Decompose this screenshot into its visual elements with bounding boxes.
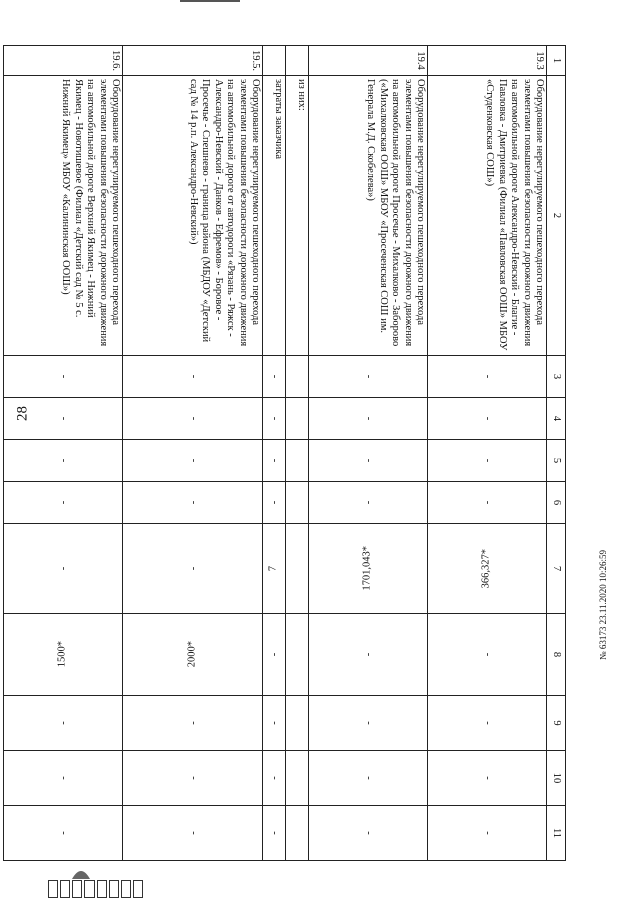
table-row <box>286 46 309 861</box>
value-text: 1701,043* <box>361 546 373 591</box>
value-cell: - <box>428 614 547 696</box>
stamp-cell <box>133 880 143 898</box>
value-cell <box>263 524 286 614</box>
value-cell: - <box>309 482 428 524</box>
table-row <box>4 46 123 861</box>
stamp-cell <box>97 880 107 898</box>
value-cell <box>286 751 309 806</box>
value-cell: - <box>263 614 286 696</box>
value-cell: - <box>309 696 428 751</box>
value-cell: - <box>123 440 263 482</box>
stamp-cell <box>109 880 119 898</box>
page-number: 28 <box>14 406 31 421</box>
header-cell: 4 <box>547 398 566 440</box>
row-description: Оборудование нерегулируемого пешеходного перехода элементами повышения безопасности дорожного движения на автомобильной дороге Верхний Якимец - Нижний Якимец - Новотишевое (Филиал «Детский сад № 5 с. Нижний Якимец» МБОУ «Калининская ООШ») <box>4 76 123 356</box>
header-cell: 2 <box>547 76 566 356</box>
value-cell: - <box>428 440 547 482</box>
value-cell: - <box>4 696 123 751</box>
header-cell: 7 <box>547 524 566 614</box>
value-cell <box>309 524 428 614</box>
rotated-table-wrapper <box>46 45 566 860</box>
table-row <box>123 46 263 861</box>
value-cell <box>286 440 309 482</box>
registration-barcode-stamp <box>48 880 143 898</box>
header-cell: 9 <box>547 696 566 751</box>
value-cell: - <box>4 440 123 482</box>
stamp-cell <box>84 880 94 898</box>
value-cell: - <box>4 806 123 861</box>
stamp-cell <box>121 880 131 898</box>
value-cell: - <box>309 356 428 398</box>
value-cell <box>286 696 309 751</box>
top-edge-mark <box>180 0 240 7</box>
value-text: 7 <box>267 565 279 572</box>
header-cell: 1 <box>547 46 566 76</box>
value-cell: - <box>263 482 286 524</box>
value-cell: - <box>309 398 428 440</box>
row-number: 19.6. <box>4 46 123 76</box>
stamp-cell <box>72 880 82 898</box>
row-description: Оборудование нерегулируемого пешеходного перехода элементами повышения безопасности дорожного движения на автомобильной дороге Просечье - Михалково - Заборово («Михалковская ООШ» МБОУ «Просеченская СОШ им. Генерала М.Д. Скобелева») <box>309 76 428 356</box>
value-cell: - <box>263 398 286 440</box>
row-number: 19.4 <box>309 46 428 76</box>
value-cell <box>428 524 547 614</box>
value-cell: - <box>123 356 263 398</box>
value-cell: - <box>4 524 123 614</box>
value-cell: - <box>263 440 286 482</box>
value-cell: - <box>263 696 286 751</box>
table-row <box>428 46 547 861</box>
document-registration-stamp: № 63173 23.11.2020 10:26:59 <box>598 549 608 660</box>
table-row <box>309 46 428 861</box>
header-cell: 8 <box>547 614 566 696</box>
value-cell <box>286 482 309 524</box>
stamp-cell <box>60 880 70 898</box>
value-cell: - <box>4 398 123 440</box>
value-cell: - <box>428 696 547 751</box>
row-number: 19.5. <box>123 46 263 76</box>
value-cell: - <box>4 356 123 398</box>
value-cell: - <box>123 696 263 751</box>
value-cell <box>286 806 309 861</box>
value-cell: - <box>309 614 428 696</box>
row-number: 19.3 <box>428 46 547 76</box>
value-cell <box>4 614 123 696</box>
value-text: 1500* <box>56 641 68 668</box>
value-cell: - <box>309 806 428 861</box>
row-description: затраты заказчика <box>263 76 286 356</box>
value-cell <box>286 356 309 398</box>
value-cell: - <box>428 482 547 524</box>
value-text: 366,327* <box>480 548 492 589</box>
value-cell: - <box>309 440 428 482</box>
value-cell: - <box>263 356 286 398</box>
budget-table <box>3 45 566 861</box>
header-cell: 5 <box>547 440 566 482</box>
header-row <box>547 46 566 861</box>
value-cell: - <box>4 482 123 524</box>
header-cell: 11 <box>547 806 566 861</box>
value-cell: - <box>428 751 547 806</box>
value-text: 2000* <box>186 641 198 668</box>
value-cell: - <box>4 751 123 806</box>
value-cell: - <box>263 751 286 806</box>
value-cell <box>286 524 309 614</box>
value-cell: - <box>123 751 263 806</box>
value-cell <box>286 398 309 440</box>
value-cell: - <box>123 806 263 861</box>
stamp-cell <box>48 880 58 898</box>
row-description: из них: <box>286 76 309 356</box>
value-cell: - <box>309 751 428 806</box>
value-cell: - <box>428 356 547 398</box>
coat-of-arms-icon <box>70 866 92 880</box>
value-cell: - <box>428 806 547 861</box>
value-cell: - <box>263 806 286 861</box>
value-cell: - <box>428 398 547 440</box>
header-cell: 3 <box>547 356 566 398</box>
row-description: Оборудование нерегулируемого пешеходного перехода элементами повышения безопасности дорожного движения на автомобильной дороге от автодороги «Рязань - Ряжск - Александро-Невский - Данков - Ефремов» - Боровое - Просечье - Спешнево - граница района (МБДОУ «Детский сад № 14 р.п. Александро-Невский») <box>123 76 263 356</box>
value-cell <box>123 614 263 696</box>
row-number <box>286 46 309 76</box>
row-description: Оборудование нерегулируемого пешеходного перехода элементами повышения безопасности дорожного движения на автомобильной дороге Александро-Невский - Благие - Павловка - Дмитриевка (Филиал «Павловская ООШ» МБОУ «Студенковская СОШ») <box>428 76 547 356</box>
header-cell: 10 <box>547 751 566 806</box>
header-cell: 6 <box>547 482 566 524</box>
row-number <box>263 46 286 76</box>
table-row <box>263 46 286 861</box>
value-cell: - <box>123 398 263 440</box>
value-cell: - <box>123 482 263 524</box>
value-cell <box>286 614 309 696</box>
value-cell: - <box>123 524 263 614</box>
